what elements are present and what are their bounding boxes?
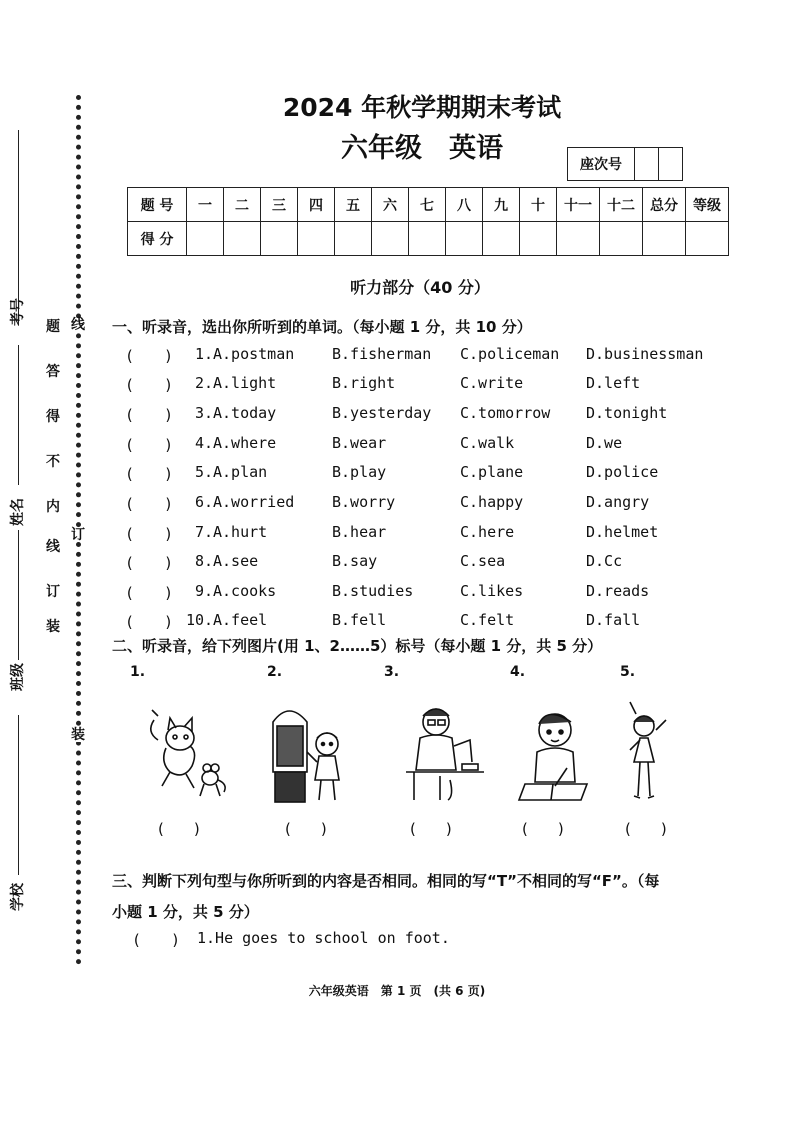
score-row-label: 题 号 [128, 188, 187, 222]
score-col-header: 六 [372, 188, 409, 222]
score-cell[interactable] [335, 222, 372, 256]
option-a: A.light [213, 374, 277, 392]
option-c: C.write [460, 374, 524, 392]
option-d: D.reads [586, 582, 650, 600]
score-col-header: 三 [261, 188, 298, 222]
option-a: A.worried [213, 493, 295, 511]
class-label: 班级 [10, 663, 26, 691]
answer-bracket[interactable]: ( ) [125, 406, 174, 424]
warning-char: 不 [46, 454, 60, 470]
option-d: D.police [586, 463, 659, 481]
option-c: C.walk [460, 434, 515, 452]
answer-bracket[interactable]: ( ) [125, 554, 174, 572]
option-b: B.play [332, 463, 387, 481]
score-col-header: 九 [483, 188, 520, 222]
school-label: 学校 [10, 883, 26, 911]
option-a: A.postman [213, 345, 295, 363]
seat-number-box [567, 147, 683, 181]
score-cell[interactable] [261, 222, 298, 256]
score-col-header: 十二 [600, 188, 643, 222]
exam-no-label: 考号 [10, 298, 26, 326]
score-col-header: 八 [446, 188, 483, 222]
score-cell[interactable] [520, 222, 557, 256]
score-cell[interactable] [446, 222, 483, 256]
option-d: D.tonight [586, 404, 668, 422]
answer-bracket[interactable]: ( ) [125, 436, 174, 454]
option-a: A.hurt [213, 523, 268, 541]
option-a: A.plan [213, 463, 268, 481]
option-b: B.say [332, 552, 378, 570]
picture-answer-bracket[interactable]: ( ) [158, 820, 200, 838]
score-col-header: 十一 [557, 188, 600, 222]
picture-answer-bracket[interactable]: ( ) [410, 820, 452, 838]
binding-line-mark: 订 [71, 527, 85, 543]
seat-cell[interactable] [635, 148, 659, 181]
option-d: D.fall [586, 611, 641, 629]
score-header-row [128, 188, 729, 222]
option-c: C.happy [460, 493, 524, 511]
warning-char: 装 [46, 619, 60, 635]
school-line [18, 715, 19, 875]
score-cell[interactable] [643, 222, 686, 256]
score-cell[interactable] [298, 222, 335, 256]
option-d: D.helmet [586, 523, 659, 541]
score-col-header: 十 [520, 188, 557, 222]
boy-writing-picture [515, 700, 605, 810]
option-d: D.we [586, 434, 623, 452]
section3-title: 三、判断下列句型与你所听到的内容是否相同。相同的写“T”不相同的写“F”。（每 [112, 872, 660, 890]
warning-char: 内 [46, 499, 60, 515]
boy-at-machine-picture [265, 700, 355, 810]
option-b: B.fell [332, 611, 387, 629]
cat-and-mouse-picture [140, 700, 230, 810]
option-a: A.see [213, 552, 259, 570]
score-row-label: 得 分 [128, 222, 187, 256]
score-cell[interactable] [372, 222, 409, 256]
question-number: 8. [195, 552, 214, 570]
option-d: D.Cc [586, 552, 623, 570]
binding-line-mark: 装 [71, 727, 85, 743]
picture-number: 1. [130, 664, 146, 680]
score-cell[interactable] [187, 222, 224, 256]
section1-title: 一、听录音，选出你所听到的单词。（每小题 1 分，共 10 分） [112, 318, 532, 336]
question-number: 4. [195, 434, 214, 452]
picture-number: 2. [267, 664, 283, 680]
picture-number: 4. [510, 664, 526, 680]
answer-bracket[interactable]: ( ) [125, 613, 174, 631]
warning-char: 题 [46, 319, 60, 335]
option-b: B.yesterday [332, 404, 432, 422]
option-d: D.left [586, 374, 641, 392]
answer-bracket[interactable]: ( ) [125, 495, 174, 513]
name-line [18, 345, 19, 485]
score-cell[interactable] [557, 222, 600, 256]
option-c: C.likes [460, 582, 524, 600]
score-col-header: 五 [335, 188, 372, 222]
warning-char: 答 [46, 364, 60, 380]
answer-bracket[interactable]: ( ) [132, 931, 181, 949]
picture-number: 3. [384, 664, 400, 680]
score-cell[interactable] [600, 222, 643, 256]
question-number: 1. [195, 345, 214, 363]
judgement-sentence: 1.He goes to school on foot. [197, 929, 450, 947]
question-number: 7. [195, 523, 214, 541]
picture-answer-bracket[interactable]: ( ) [285, 820, 327, 838]
score-cell[interactable] [686, 222, 729, 256]
option-a: A.feel [213, 611, 268, 629]
section3-title-cont: 小题 1 分，共 5 分） [112, 903, 259, 921]
girl-dancing-picture [608, 700, 698, 810]
answer-bracket[interactable]: ( ) [125, 376, 174, 394]
option-a: A.today [213, 404, 277, 422]
warning-char: 订 [46, 584, 60, 600]
score-col-header: 二 [224, 188, 261, 222]
score-value-row [128, 222, 729, 256]
score-table [127, 187, 729, 256]
option-b: B.hear [332, 523, 387, 541]
seat-label: 座次号 [568, 148, 635, 181]
picture-number: 5. [620, 664, 636, 680]
option-b: B.right [332, 374, 396, 392]
class-line [18, 530, 19, 660]
question-number: 6. [195, 493, 214, 511]
warning-char: 线 [46, 539, 60, 555]
score-col-header: 四 [298, 188, 335, 222]
seat-cell[interactable] [659, 148, 683, 181]
score-col-header: 等级 [686, 188, 729, 222]
option-b: B.wear [332, 434, 387, 452]
question-number: 2. [195, 374, 214, 392]
exam-subtitle: 六年级 英语 [341, 133, 503, 164]
option-a: A.cooks [213, 582, 277, 600]
score-cell[interactable] [224, 222, 261, 256]
option-b: B.worry [332, 493, 396, 511]
answer-bracket[interactable]: ( ) [125, 525, 174, 543]
option-c: C.here [460, 523, 515, 541]
page-footer: 六年级英语 第 1 页 (共 6 页) [308, 984, 486, 998]
option-c: C.felt [460, 611, 515, 629]
question-number: 9. [195, 582, 214, 600]
name-label: 姓名 [10, 498, 26, 526]
question-number: 10. [186, 611, 214, 629]
warning-char: 得 [46, 409, 60, 425]
option-c: C.sea [460, 552, 506, 570]
answer-bracket[interactable]: ( ) [125, 465, 174, 483]
picture-answer-bracket[interactable]: ( ) [522, 820, 564, 838]
score-col-header: 七 [409, 188, 446, 222]
option-d: D.businessman [586, 345, 704, 363]
exam-title: 2024 年秋学期期末考试 [282, 93, 562, 122]
option-b: B.fisherman [332, 345, 432, 363]
question-number: 3. [195, 404, 214, 422]
picture-answer-bracket[interactable]: ( ) [625, 820, 667, 838]
section2-title: 二、听录音，给下列图片(用 1、2……5）标号（每小题 1 分，共 5 分） [112, 637, 603, 655]
option-d: D.angry [586, 493, 650, 511]
scientist-picture [400, 700, 490, 810]
question-number: 5. [195, 463, 214, 481]
option-c: C.plane [460, 463, 524, 481]
binding-line-mark: 线 [71, 317, 85, 333]
option-c: C.tomorrow [460, 404, 551, 422]
exam-no-line [18, 130, 19, 325]
answer-bracket[interactable]: ( ) [125, 347, 174, 365]
answer-bracket[interactable]: ( ) [125, 584, 174, 602]
listening-heading: 听力部分（40 分） [350, 278, 490, 297]
score-col-header: 一 [187, 188, 224, 222]
score-cell[interactable] [409, 222, 446, 256]
option-b: B.studies [332, 582, 414, 600]
option-a: A.where [213, 434, 277, 452]
score-col-header: 总分 [643, 188, 686, 222]
score-cell[interactable] [483, 222, 520, 256]
option-c: C.policeman [460, 345, 560, 363]
